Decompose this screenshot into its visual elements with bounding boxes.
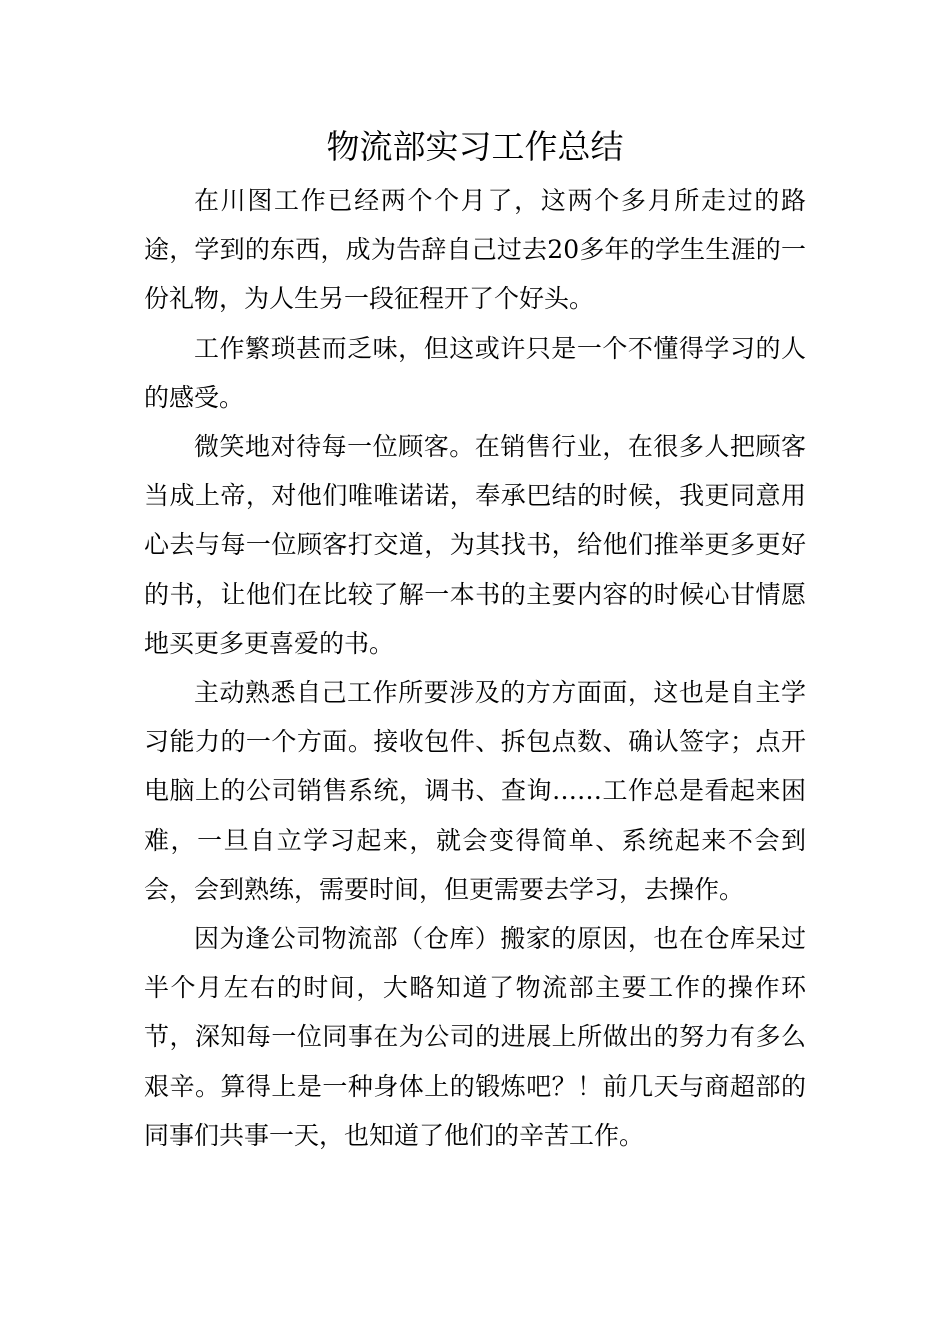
paragraph-4: 主动熟悉自己工作所要涉及的方方面面，这也是自主学习能力的一个方面。接收包件、拆包点数、确认签字；点开电脑上的公司销售系统，调书、查询……工作总是看起来困难，一旦自立学习起来，就会变得简单、系统起来不会到会，会到熟练，需要时间，但更需要去学习，去操作。 (144, 678, 806, 904)
paragraph-5: 因为逢公司物流部（仓库）搬家的原因，也在仓库呆过半个月左右的时间，大略知道了物流部主要工作的操作环节，深知每一位同事在为公司的进展上所做出的努力有多么艰辛。算得上是一种身体上的锻炼吧？！前几天与商超部的同事们共事一天，也知道了他们的辛苦工作。 (144, 924, 806, 1150)
paragraph-2: 工作繁琐甚而乏味，但这或许只是一个不懂得学习的人的感受。 (144, 333, 806, 412)
document-title: 物流部实习工作总结 (326, 127, 624, 166)
paragraph-3: 微笑地对待每一位顾客。在销售行业，在很多人把顾客当成上帝，对他们唯唯诺诺，奉承巴结的时候，我更同意用心去与每一位顾客打交道，为其找书，给他们推举更多更好的书，让他们在比较了解一本书的主要内容的时候心甘情愿地买更多更喜爱的书。 (144, 432, 806, 658)
document-body (144, 176, 806, 1160)
paragraph-1: 在川图工作已经两个个月了，这两个多月所走过的路途，学到的东西，成为告辞自己过去20多年的学生生涯的一份礼物，为人生另一段征程开了个好头。 (144, 186, 806, 314)
